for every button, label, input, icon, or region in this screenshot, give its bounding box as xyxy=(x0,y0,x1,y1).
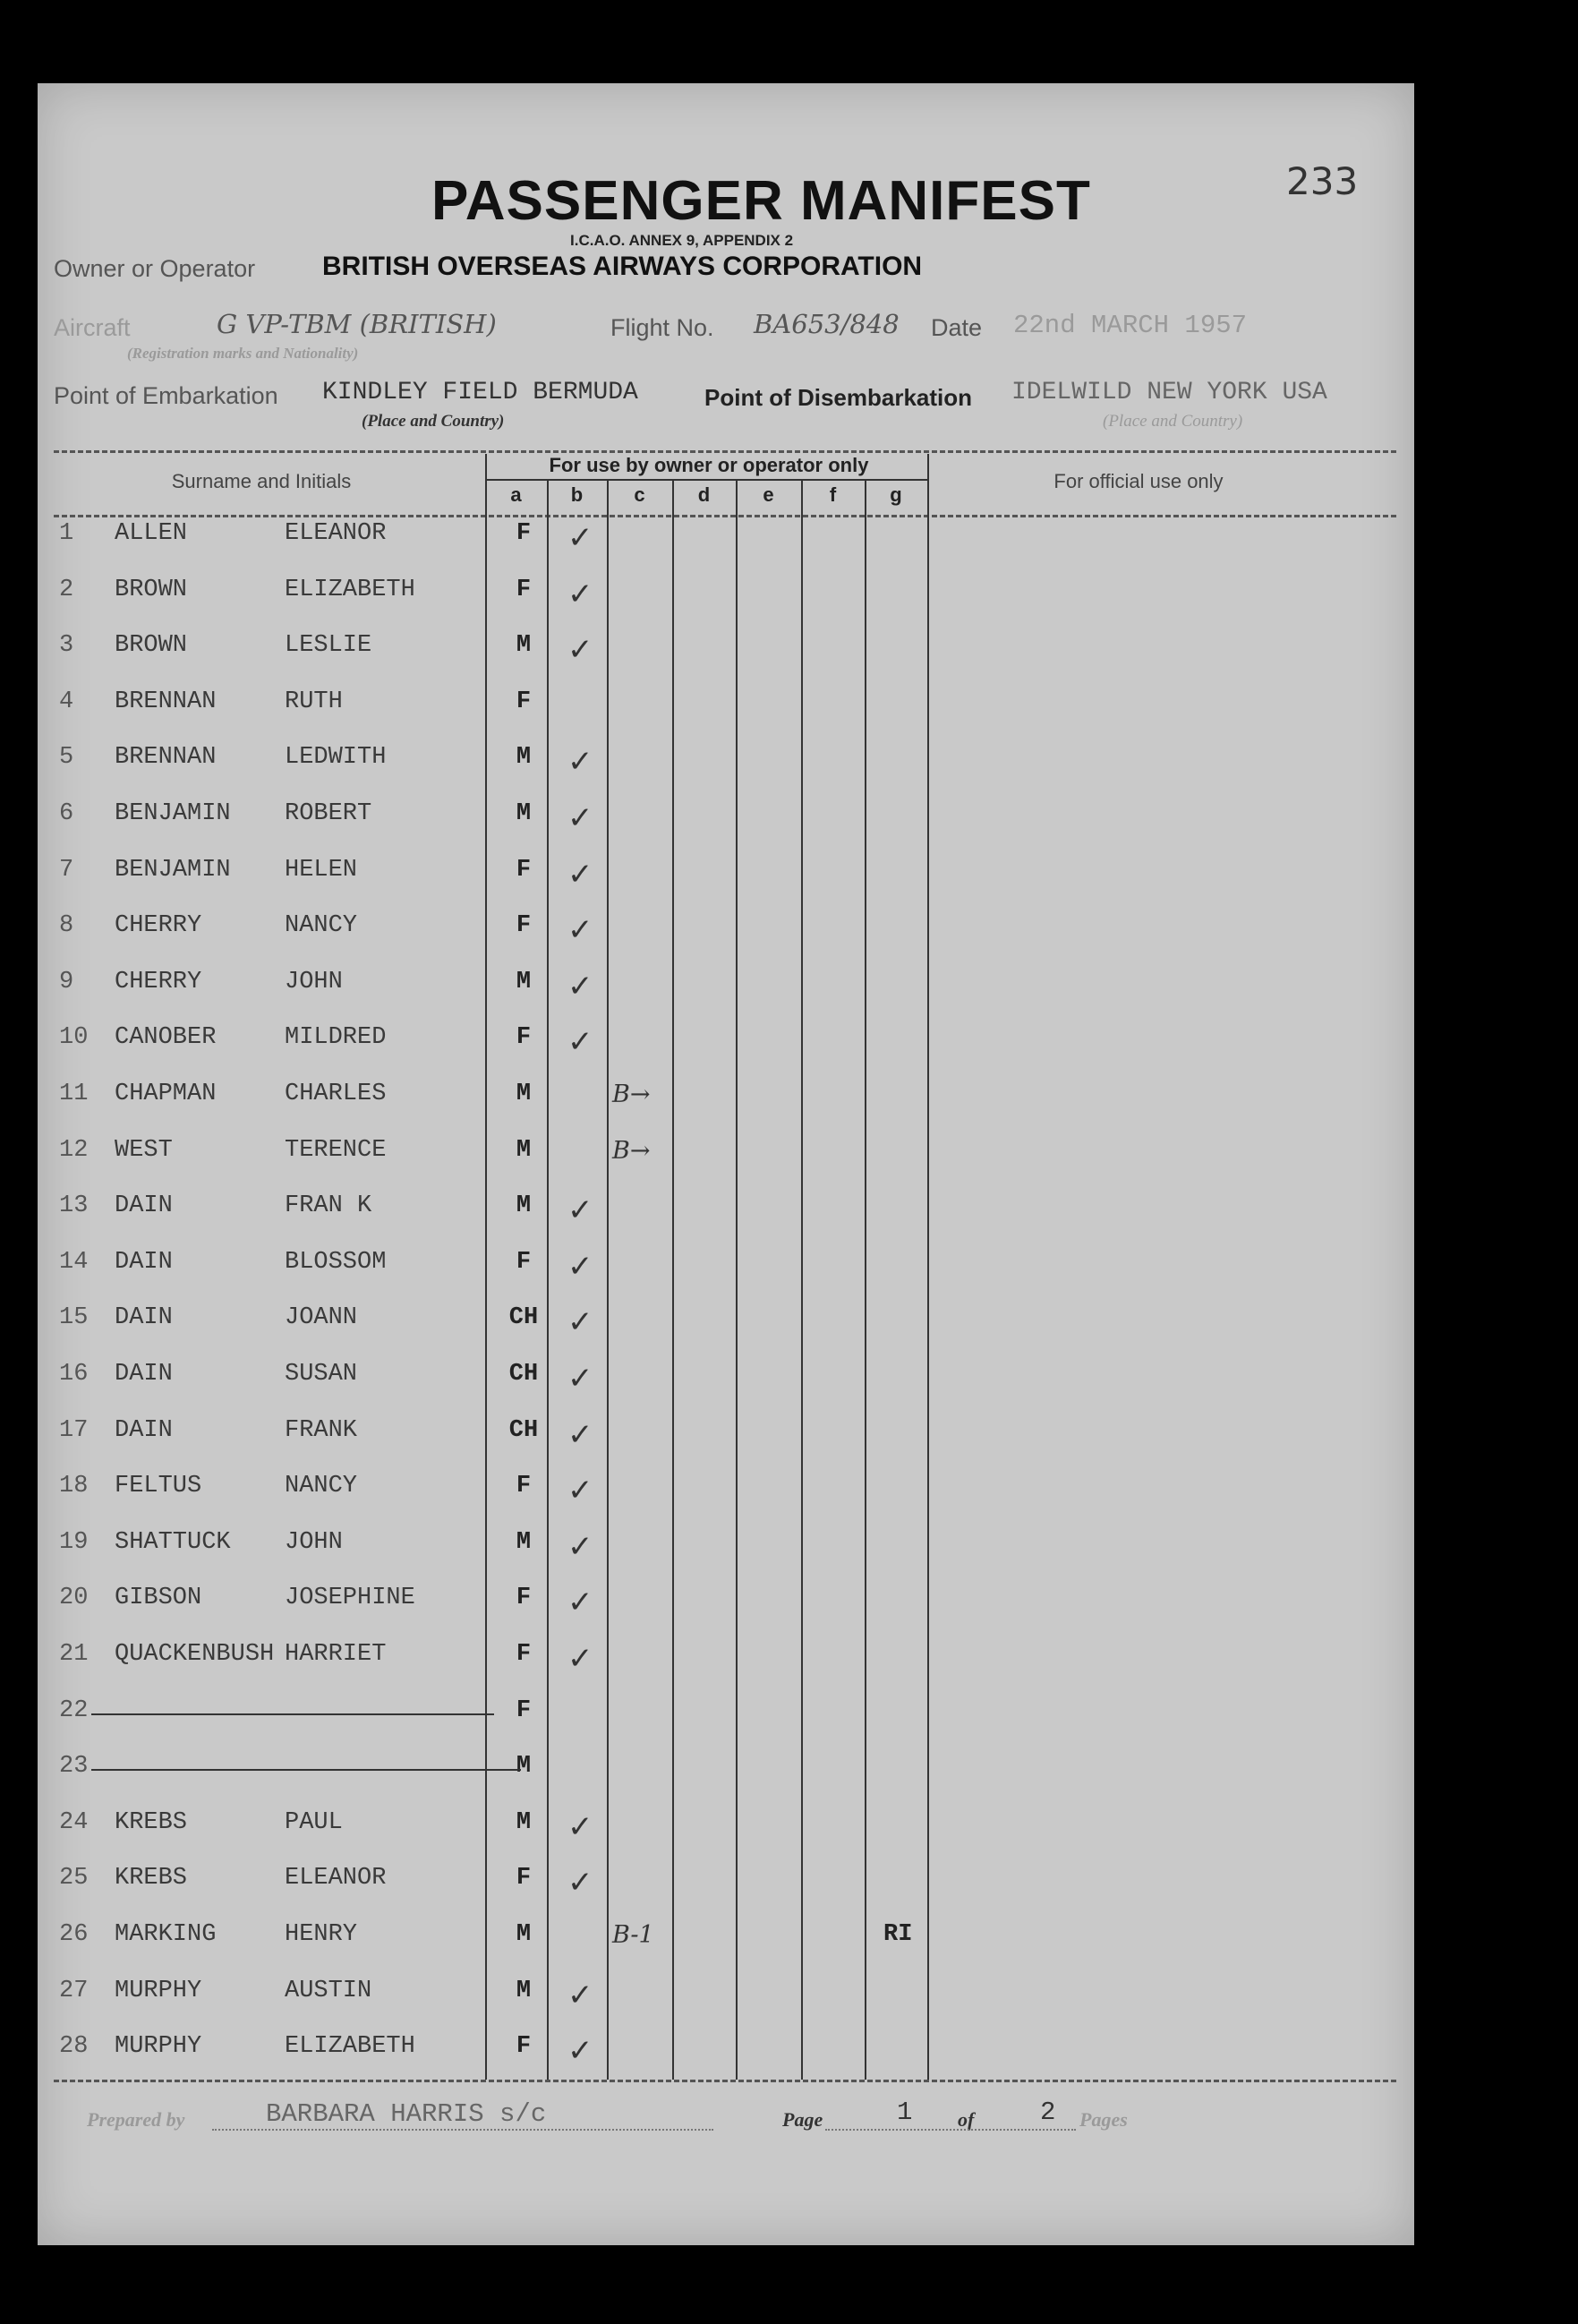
passenger-sex: M xyxy=(516,1136,532,1164)
passenger-given-name: ELIZABETH xyxy=(285,2033,415,2061)
table-row xyxy=(38,1921,933,1977)
passenger-surname: GIBSON xyxy=(115,1585,202,1612)
row-number: 1 xyxy=(59,520,74,547)
table-row xyxy=(38,1304,933,1360)
passenger-given-name: HENRY xyxy=(285,1921,358,1948)
table-row xyxy=(38,1361,933,1416)
prepared-by-line xyxy=(212,2129,713,2131)
row-number: 5 xyxy=(59,744,74,772)
column-letter-f: f xyxy=(829,483,837,506)
row-number: 10 xyxy=(59,1024,89,1052)
passenger-sex: F xyxy=(516,2033,532,2061)
page-value: 1 xyxy=(897,2098,913,2127)
row-number: 24 xyxy=(59,1808,89,1836)
table-row xyxy=(38,577,933,632)
check-mark: ✓ xyxy=(567,1304,593,1341)
passenger-surname: BRENNAN xyxy=(115,744,217,772)
passenger-surname: QUACKENBUSH xyxy=(115,1641,275,1668)
passenger-surname: MURPHY xyxy=(115,2033,202,2061)
passenger-surname: SHATTUCK xyxy=(115,1528,231,1556)
column-letter-e: e xyxy=(763,483,774,506)
check-mark: ✓ xyxy=(567,1024,593,1061)
table-top-rule xyxy=(54,450,1396,453)
row-number: 9 xyxy=(59,968,74,995)
row-number: 21 xyxy=(59,1641,89,1668)
row-number: 14 xyxy=(59,1248,89,1276)
table-row xyxy=(38,1585,933,1640)
embarkation-note: (Place and Country) xyxy=(362,412,505,431)
column-g-mark: RI xyxy=(883,1921,913,1948)
passenger-sex: F xyxy=(516,1473,532,1500)
column-letter-b: b xyxy=(570,483,584,506)
surname-header: Surname and Initials xyxy=(171,470,352,492)
passenger-given-name: CHARLES xyxy=(285,1081,387,1107)
passenger-sex: M xyxy=(516,800,532,827)
header-bottom-rule xyxy=(54,515,1396,517)
strike-through-line xyxy=(91,1713,494,1715)
disembarkation-note: (Place and Country) xyxy=(1103,412,1243,431)
check-mark: ✓ xyxy=(567,520,593,556)
row-number: 22 xyxy=(59,1696,89,1724)
pages-label: Pages xyxy=(1079,2108,1128,2131)
check-mark: ✓ xyxy=(567,1473,593,1509)
passenger-surname: BROWN xyxy=(115,632,188,660)
passenger-given-name: TERENCE xyxy=(285,1136,387,1164)
table-row xyxy=(38,1024,933,1080)
operator-header-rule xyxy=(485,479,929,481)
passenger-sex: M xyxy=(516,968,532,995)
passenger-surname: CANOBER xyxy=(115,1024,217,1052)
strike-through-line xyxy=(91,1769,521,1771)
passenger-given-name: HELEN xyxy=(285,856,358,884)
row-number: 17 xyxy=(59,1416,89,1444)
owner-label: Owner or Operator xyxy=(54,255,256,282)
passenger-surname: CHERRY xyxy=(115,912,202,940)
embarkation-value: KINDLEY FIELD BERMUDA xyxy=(322,379,638,406)
check-mark: ✓ xyxy=(567,1808,593,1845)
passenger-given-name: NANCY xyxy=(285,912,358,940)
row-number: 3 xyxy=(59,632,74,660)
column-letter-d: d xyxy=(697,483,711,506)
passenger-surname: MARKING xyxy=(115,1921,217,1948)
table-row xyxy=(38,520,933,576)
table-row xyxy=(38,1978,933,2033)
table-row xyxy=(38,1529,933,1585)
check-mark: ✓ xyxy=(567,1416,593,1453)
operator-header: For use by owner or operator only xyxy=(549,454,869,476)
table-row xyxy=(38,632,933,688)
page-number: 233 xyxy=(1286,159,1359,203)
passenger-given-name: JOANN xyxy=(285,1304,358,1332)
passenger-sex: F xyxy=(516,1248,532,1276)
row-number: 18 xyxy=(59,1473,89,1500)
passenger-surname: BROWN xyxy=(115,576,188,603)
row-number: 27 xyxy=(59,1977,89,2004)
table-row xyxy=(38,857,933,912)
passenger-given-name: LESLIE xyxy=(285,632,372,660)
passenger-surname: WEST xyxy=(115,1136,173,1164)
table-row xyxy=(38,912,933,968)
passenger-given-name: BLOSSOM xyxy=(285,1248,387,1276)
passenger-surname: DAIN xyxy=(115,1416,173,1444)
table-row xyxy=(38,1192,933,1248)
row-number: 6 xyxy=(59,800,74,827)
passenger-given-name: SUSAN xyxy=(285,1361,358,1388)
passenger-surname: DAIN xyxy=(115,1192,173,1220)
check-mark: ✓ xyxy=(567,912,593,949)
row-number: 7 xyxy=(59,856,74,884)
passenger-sex: F xyxy=(516,1585,532,1612)
prepared-by-value: BARBARA HARRIS s/c xyxy=(266,2099,547,2129)
row-number: 28 xyxy=(59,2033,89,2061)
passenger-given-name: ELEANOR xyxy=(285,520,387,547)
passenger-surname: BRENNAN xyxy=(115,688,217,715)
check-mark: ✓ xyxy=(567,576,593,612)
passenger-sex: F xyxy=(516,688,532,715)
check-mark: ✓ xyxy=(567,1977,593,2013)
of-value: 2 xyxy=(1040,2098,1056,2127)
passenger-given-name: ELEANOR xyxy=(285,1865,387,1893)
row-number: 11 xyxy=(59,1081,89,1107)
table-row xyxy=(38,800,933,856)
check-mark: ✓ xyxy=(567,1248,593,1285)
passenger-given-name: ELIZABETH xyxy=(285,576,415,603)
row-number: 2 xyxy=(59,576,74,603)
row-number: 8 xyxy=(59,912,74,940)
row-number: 19 xyxy=(59,1528,89,1556)
column-c-mark: B→ xyxy=(612,1136,651,1165)
passenger-given-name: AUSTIN xyxy=(285,1977,372,2004)
passenger-sex: F xyxy=(516,1865,532,1893)
check-mark: ✓ xyxy=(567,856,593,893)
check-mark: ✓ xyxy=(567,632,593,669)
passenger-sex: M xyxy=(516,1753,532,1781)
date-label: Date xyxy=(931,314,983,341)
passenger-surname: CHERRY xyxy=(115,968,202,995)
passenger-given-name: JOHN xyxy=(285,968,343,995)
table-row xyxy=(38,1753,933,1808)
passenger-surname: FELTUS xyxy=(115,1473,202,1500)
page-label: Page xyxy=(782,2108,823,2131)
page-subtitle: I.C.A.O. ANNEX 9, APPENDIX 2 xyxy=(570,232,794,249)
passenger-given-name: FRAN K xyxy=(285,1192,372,1220)
flight-label: Flight No. xyxy=(610,314,714,341)
row-number: 16 xyxy=(59,1361,89,1388)
passenger-sex: M xyxy=(516,632,532,660)
row-number: 15 xyxy=(59,1304,89,1332)
check-mark: ✓ xyxy=(567,1865,593,1901)
passenger-sex: F xyxy=(516,576,532,603)
row-number: 20 xyxy=(59,1585,89,1612)
flight-value: BA653/848 xyxy=(754,309,900,339)
passenger-surname: KREBS xyxy=(115,1865,188,1893)
passenger-sex: F xyxy=(516,1024,532,1052)
passenger-given-name: NANCY xyxy=(285,1473,358,1500)
passenger-sex: M xyxy=(516,1921,532,1948)
table-row xyxy=(38,1417,933,1473)
aircraft-label: Aircraft xyxy=(54,314,131,341)
row-number: 25 xyxy=(59,1865,89,1893)
date-value: 22nd MARCH 1957 xyxy=(1013,311,1248,340)
passenger-given-name: RUTH xyxy=(285,688,343,715)
table-row xyxy=(38,1081,933,1136)
passenger-sex: F xyxy=(516,856,532,884)
passenger-sex: F xyxy=(516,1641,532,1668)
table-row xyxy=(38,1473,933,1528)
aircraft-note: (Registration marks and Nationality) xyxy=(127,345,359,362)
passenger-sex: F xyxy=(516,520,532,547)
page-line xyxy=(825,2129,1076,2131)
check-mark: ✓ xyxy=(567,968,593,1004)
check-mark: ✓ xyxy=(567,1585,593,1621)
row-number: 12 xyxy=(59,1136,89,1164)
table-row xyxy=(38,744,933,799)
passenger-surname: BENJAMIN xyxy=(115,800,231,827)
passenger-surname: DAIN xyxy=(115,1248,173,1276)
passenger-sex: CH xyxy=(508,1361,539,1388)
table-row xyxy=(38,1641,933,1696)
check-mark: ✓ xyxy=(567,800,593,836)
passenger-sex: M xyxy=(516,1528,532,1556)
passenger-given-name: LEDWITH xyxy=(285,744,387,772)
passenger-given-name: HARRIET xyxy=(285,1641,387,1668)
passenger-sex: CH xyxy=(508,1416,539,1444)
column-c-mark: B-1 xyxy=(612,1921,654,1949)
table-row xyxy=(38,1249,933,1304)
table-row xyxy=(38,1137,933,1192)
passenger-sex: M xyxy=(516,1977,532,2004)
passenger-given-name: PAUL xyxy=(285,1808,343,1836)
passenger-surname: DAIN xyxy=(115,1304,173,1332)
disembarkation-value: IDELWILD NEW YORK USA xyxy=(1011,379,1327,406)
check-mark: ✓ xyxy=(567,1192,593,1229)
aircraft-value: G VP-TBM (BRITISH) xyxy=(217,309,497,339)
passenger-surname: BENJAMIN xyxy=(115,856,231,884)
manifest-sheet xyxy=(38,83,1414,2245)
check-mark: ✓ xyxy=(567,1528,593,1565)
table-row xyxy=(38,1697,933,1753)
embarkation-label: Point of Embarkation xyxy=(54,382,278,409)
check-mark: ✓ xyxy=(567,1361,593,1397)
passenger-surname: MURPHY xyxy=(115,1977,202,2004)
page-title: PASSENGER MANIFEST xyxy=(431,170,1091,232)
table-bottom-rule xyxy=(54,2080,1396,2082)
passenger-sex: M xyxy=(516,1192,532,1220)
table-row xyxy=(38,688,933,744)
table-row xyxy=(38,1809,933,1865)
passenger-surname: DAIN xyxy=(115,1361,173,1388)
of-label: of xyxy=(958,2108,975,2131)
row-number: 23 xyxy=(59,1753,89,1781)
passenger-surname: KREBS xyxy=(115,1808,188,1836)
column-c-mark: B→ xyxy=(612,1081,651,1108)
check-mark: ✓ xyxy=(567,744,593,781)
table-row xyxy=(38,969,933,1024)
column-letter-a: a xyxy=(510,483,522,506)
passenger-given-name: JOHN xyxy=(285,1528,343,1556)
passenger-sex: M xyxy=(516,744,532,772)
passenger-sex: CH xyxy=(508,1304,539,1332)
row-number: 13 xyxy=(59,1192,89,1220)
column-letter-g: g xyxy=(890,483,902,506)
passenger-sex: F xyxy=(516,912,532,940)
passenger-given-name: FRANK xyxy=(285,1416,358,1444)
passenger-given-name: JOSEPHINE xyxy=(285,1585,415,1612)
row-number: 4 xyxy=(59,688,74,715)
passenger-surname: ALLEN xyxy=(115,520,188,547)
table-row xyxy=(38,1865,933,1920)
official-header: For official use only xyxy=(1053,470,1224,492)
passenger-sex: M xyxy=(516,1081,532,1107)
prepared-by-label: Prepared by xyxy=(87,2108,185,2131)
passenger-sex: M xyxy=(516,1808,532,1836)
check-mark: ✓ xyxy=(567,1641,593,1677)
owner-value: BRITISH OVERSEAS AIRWAYS CORPORATION xyxy=(322,252,923,281)
passenger-sex: F xyxy=(516,1696,532,1724)
column-letter-c: c xyxy=(634,483,645,506)
passenger-given-name: ROBERT xyxy=(285,800,372,827)
check-mark: ✓ xyxy=(567,2033,593,2070)
disembarkation-label: Point of Disembarkation xyxy=(704,384,973,411)
passenger-given-name: MILDRED xyxy=(285,1024,387,1052)
row-number: 26 xyxy=(59,1921,89,1948)
passenger-surname: CHAPMAN xyxy=(115,1081,217,1107)
